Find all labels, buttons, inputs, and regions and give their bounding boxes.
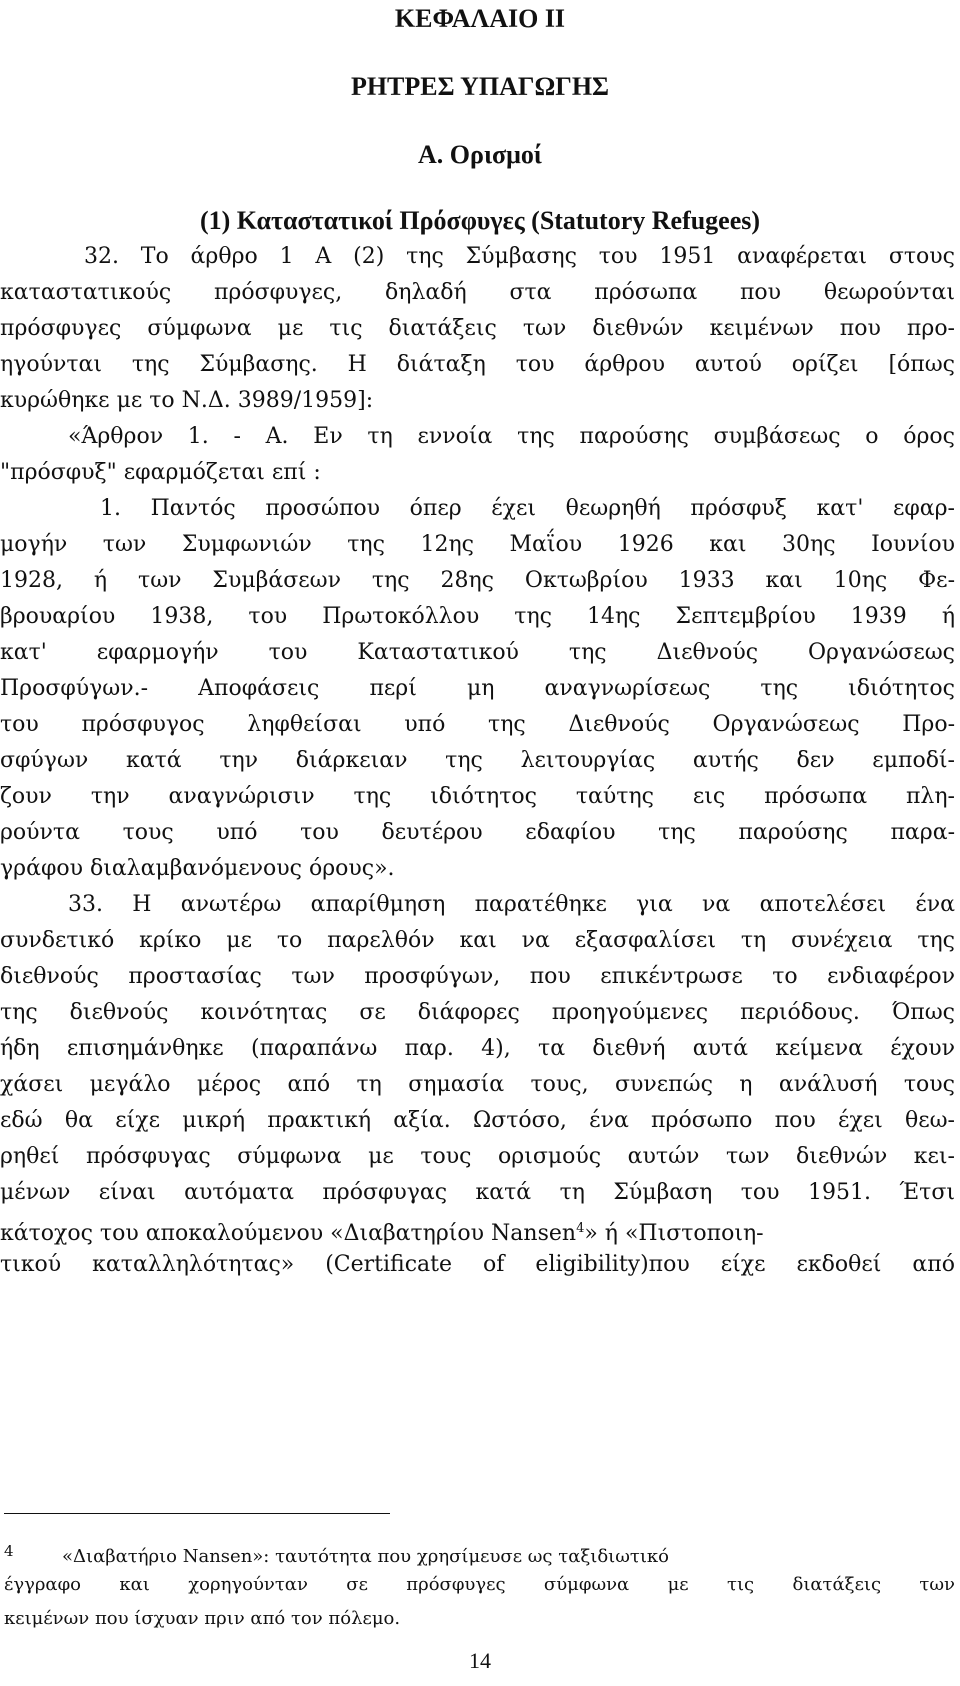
quote-line: 1. Παντός προσώπου όπερ έχει θεωρηθή πρόσφυξ κατ' εφαρ- — [100, 496, 955, 521]
paragraph-32-line: κυρώθηκε με το Ν.Δ. 3989/1959]: — [0, 388, 374, 413]
paragraph-33-line: συνδετικό κρίκο με το παρελθόν και να εξασφαλίσει τη συνέχεια της — [0, 928, 955, 953]
paragraph-33-line-with-footnote — [0, 1214, 955, 1249]
footnote-line: έγγραφο και χορηγούνταν σε πρόσφυγες σύμφωνα με τις διατάξεις των — [4, 1574, 955, 1595]
chapter-title: ΡΗΤΡΕΣ ΥΠΑΓΩΓΗΣ — [350, 72, 610, 101]
footnote-separator — [4, 1513, 390, 1514]
quote-line: του πρόσφυγος ληφθείσαι υπό της Διεθνούς Οργανώσεως Προ- — [0, 712, 955, 737]
footnote-number: 4 — [4, 1542, 14, 1560]
footnote-text: «Διαβατήριο Nansen»: ταυτότητα που χρησίμευσε ως ταξιδιωτικό — [62, 1546, 669, 1567]
quote-line: ζουν την αναγνώρισιν της ιδιότητος ταύτης εις πρόσωπα πλη- — [0, 784, 955, 809]
quote-line: "πρόσφυξ" εφαρμόζεται επί : — [0, 460, 321, 485]
paragraph-33-line: ήδη επισημάνθηκε (παραπάνω παρ. 4), τα διεθνή αυτά κείμενα έχουν — [0, 1036, 955, 1061]
subsection-heading: (1) Καταστατικοί Πρόσφυγες (Statutory Refugees) — [199, 206, 761, 235]
paragraph-33-line: μένων είναι αυτόματα πρόσφυγας κατά τη Σύμβαση του 1951. Έτσι — [0, 1180, 955, 1205]
paragraph-33-line: χάσει μεγάλο μέρος από τη σημασία τους, συνεπώς η ανάλυσή τους — [0, 1072, 955, 1097]
quote-line: κατ' εφαρμογήν του Καταστατικού της Διεθνούς Οργανώσεως — [0, 640, 955, 665]
paragraph-33-line: εδώ θα είχε μικρή πρακτική αξία. Ωστόσο, ένα πρόσωπο που έχει θεω- — [0, 1108, 955, 1133]
quote-line: βρουαρίου 1938, του Πρωτοκόλλου της 14ης Σεπτεμβρίου 1939 ή — [0, 604, 955, 629]
quote-line: Προσφύγων.- Αποφάσεις περί μη αναγνωρίσεως της ιδιότητος — [0, 676, 955, 701]
quote-line: 1928, ή των Συμβάσεων της 28ης Οκτωβρίου 1933 και 10ης Φε- — [0, 568, 955, 593]
paragraph-32-line: ηγούνται της Σύμβασης. Η διάταξη του άρθρου αυτού ορίζει [όπως — [0, 352, 955, 377]
quote-line: «Άρθρον 1. - Α. Εν τη εννοία της παρούσης συμβάσεως ο όρος — [68, 424, 955, 449]
page-number: 14 — [469, 1648, 491, 1673]
line-text: κάτοχος του αποκαλούμενου «Διαβατηρίου Nansen — [0, 1221, 577, 1246]
quote-line: γράφου διαλαμβανόμενους όρους». — [0, 856, 395, 881]
quote-line: ρούντα τους υπό του δευτέρου εδαφίου της παρούσης παρα- — [0, 820, 955, 845]
line-text: » ή «Πιστοποιη- — [584, 1221, 764, 1246]
paragraph-32-line: καταστατικούς πρόσφυγες, δηλαδή στα πρόσωπα που θεωρούνται — [0, 280, 955, 305]
footnote-reference[interactable]: 4 — [576, 1221, 585, 1236]
paragraph-33-line: της διεθνούς κοινότητας σε διάφορες προηγούμενες περιόδους. Όπως — [0, 1000, 955, 1025]
footnote-line: κειμένων που ίσχυαν πριν από τον πόλεμο. — [4, 1608, 401, 1629]
paragraph-33-line: ρηθεί πρόσφυγας σύμφωνα με τους ορισμούς αυτών των διεθνών κει- — [0, 1144, 955, 1169]
paragraph-32-line: πρόσφυγες σύμφωνα με τις διατάξεις των διεθνών κειμένων που προ- — [0, 316, 955, 341]
paragraph-32-line: 32. Το άρθρο 1 Α (2) της Σύμβασης του 1951 αναφέρεται στους — [84, 244, 955, 269]
footnote-line — [4, 1538, 955, 1570]
paragraph-33-line: τικού καταλληλότητας» (Certificate of eligibility)που είχε εκδοθεί από — [0, 1252, 955, 1277]
paragraph-33-line: διεθνούς προστασίας των προσφύγων, που επικέντρωσε το ενδιαφέρον — [0, 964, 955, 989]
quote-line: μογήν των Συμφωνιών της 12ης Μαΐου 1926 και 30ης Ιουνίου — [0, 532, 955, 557]
chapter-heading: ΚΕΦΑΛΑΙΟ ΙΙ — [394, 4, 566, 33]
paragraph-33-line: 33. Η ανωτέρω απαρίθμηση παρατέθηκε για να αποτελέσει ένα — [68, 892, 955, 917]
section-heading: Α. Ορισμοί — [418, 140, 542, 169]
quote-line: σφύγων κατά την διάρκειαν της λειτουργίας αυτής δεν εμποδί- — [0, 748, 955, 773]
